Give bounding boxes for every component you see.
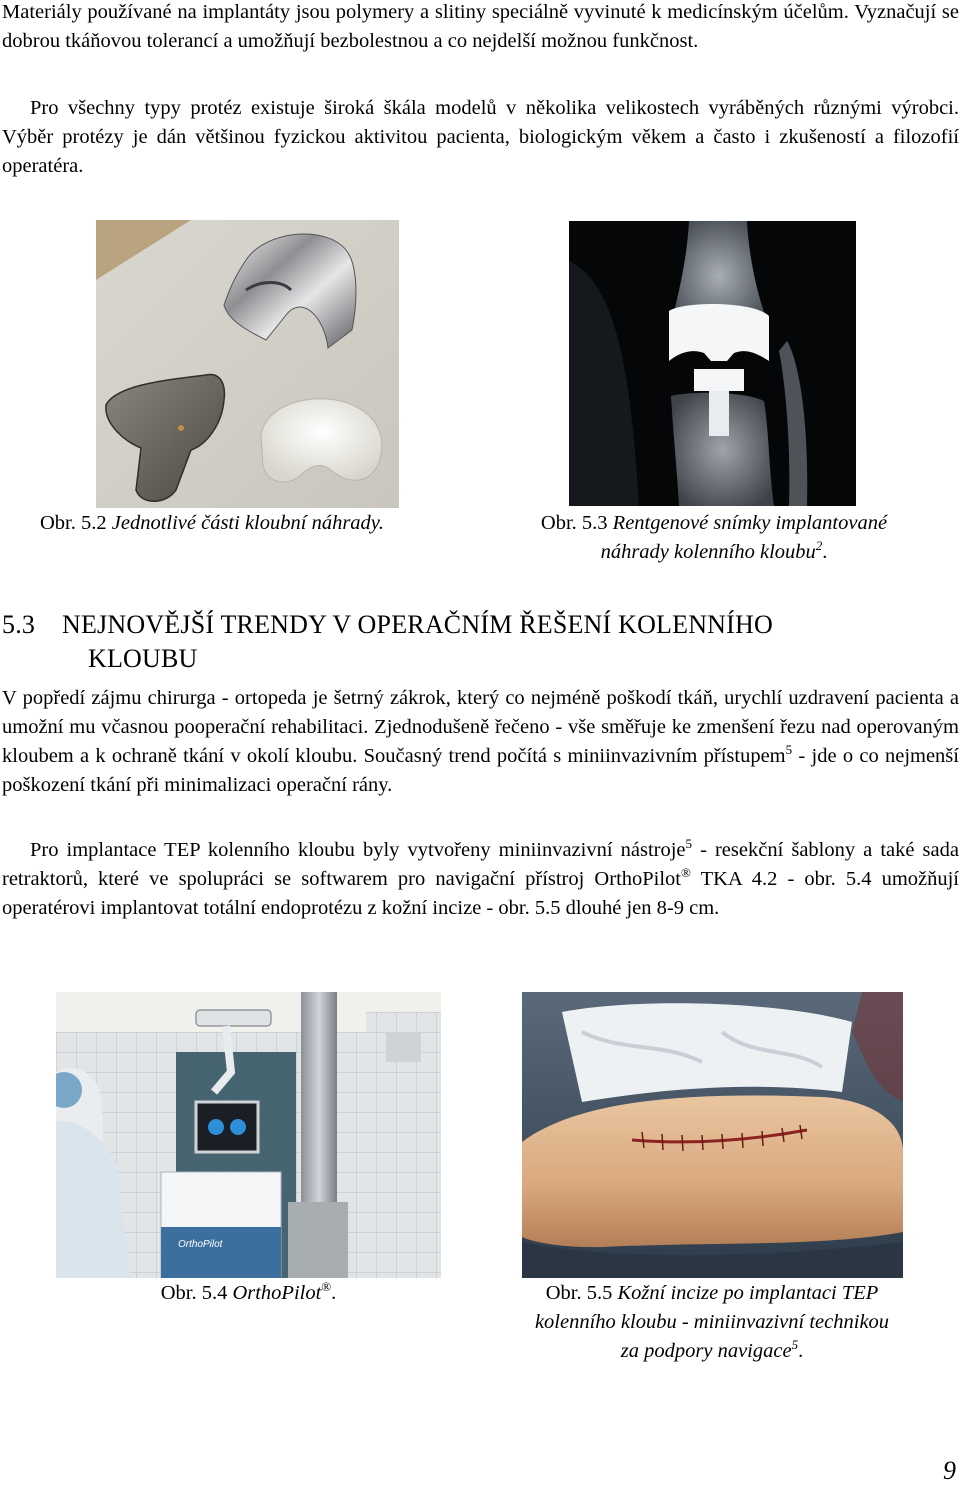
caption-figure-5-4 (56, 1279, 441, 1308)
page-number: 9 (943, 1456, 956, 1485)
section-title-line1: NEJNOVĚJŠÍ TRENDY V OPERAČNÍM ŘEŠENÍ KOLENNÍHO (62, 610, 773, 639)
paragraph-text: Pro implantace TEP kolenního kloubu byly vytvořeny miniinvazivní nástroje (30, 839, 686, 861)
caption-figure-5-5 (488, 1279, 936, 1366)
caption-text-line1: Rentgenové snímky implantované (612, 512, 888, 534)
paragraph-text: V popředí zájmu chirurga - ortopeda je šetrný zákrok, který co nejméně poškodí tkáň, urychlí uzdravení pacienta a umožní mu včasnou pooperační rehabilitaci. Zjednodušeně řečeno - vše směřuje ke zmenšení řezu nad operovaným kloubem a k ochraně tkání v okolí kloubu. Současný trend počítá s miniinvazivním přístupem (2, 687, 959, 767)
registered-mark: ® (681, 865, 691, 881)
registered-mark: ® (321, 1279, 332, 1295)
caption-text-line2: náhrady kolenního kloubu (600, 541, 816, 563)
caption-end: . (331, 1282, 337, 1304)
caption-text-line1: Kožní incize po implantaci TEP (617, 1282, 879, 1304)
caption-label: Obr. 5.3 (540, 512, 608, 534)
caption-text-line2: kolenního kloubu - miniinvazivní technikou (534, 1311, 890, 1333)
device-logo: OrthoPilot (178, 1239, 223, 1250)
caption-label: Obr. 5.5 (545, 1282, 613, 1304)
paragraph-minimally-invasive (2, 684, 959, 800)
caption-text: OrthoPilot (232, 1282, 322, 1304)
footnote-ref: 5 (685, 836, 693, 852)
paragraph-text-mid: - resekční šablony a také sada retraktorů, které ve spolupráci se softwarem pro navigační přístroj OrthoPilot (2, 839, 959, 890)
caption-label: Obr. 5.4 (160, 1282, 228, 1304)
footnote-ref: 2 (815, 538, 823, 554)
section-number: 5.3 (2, 610, 36, 639)
paragraph-materials: Materiály používané na implantáty jsou polymery a slitiny speciálně vyvinuté k medicínským účelům. Vyznačují se dobrou tkáňovou tolerancí a umožňují bezbolestnou a co nejdelší možnou funkčnost. (2, 1, 959, 52)
figure-incision-photo (522, 992, 903, 1278)
caption-text-line3: za podpory navigace (620, 1340, 792, 1362)
footnote-ref: 5 (791, 1337, 799, 1353)
figure-implant-parts-photo (96, 220, 399, 508)
caption-end: . (822, 541, 828, 563)
footnote-ref: 5 (785, 742, 793, 758)
caption-figure-5-3 (500, 509, 928, 567)
caption-end: . (798, 1340, 804, 1362)
section-heading (2, 608, 932, 676)
section-title-line2: KLOUBU (88, 644, 198, 673)
paragraph-text-end: TKA 4.2 - obr. 5.4 umožňují operatérovi implantovat totální endoprotézu z kožní incize - obr. 5.5 dlouhé jen 8-9 cm. (2, 868, 960, 919)
paragraph-prosthesis-types: Pro všechny typy protéz existuje široká škála modelů v několika velikostech vyráběných různými výrobci. Výběr protézy je dán většinou fyzickou aktivitou pacienta, biologickým věkem a často i zkušeností a filozofií operatéra. (2, 97, 959, 177)
paragraph-orthopilot (2, 836, 959, 923)
figure-orthopilot-photo (56, 992, 441, 1278)
caption-figure-5-2 (40, 509, 460, 538)
caption-text: Jednotlivé části kloubní náhrady. (111, 512, 384, 534)
caption-label: Obr. 5.2 (40, 512, 107, 534)
paragraph-text-end: - jde o co nejmenší poškození tkání při minimalizaci operační rány. (2, 745, 959, 796)
figure-xray-photo (569, 221, 856, 506)
